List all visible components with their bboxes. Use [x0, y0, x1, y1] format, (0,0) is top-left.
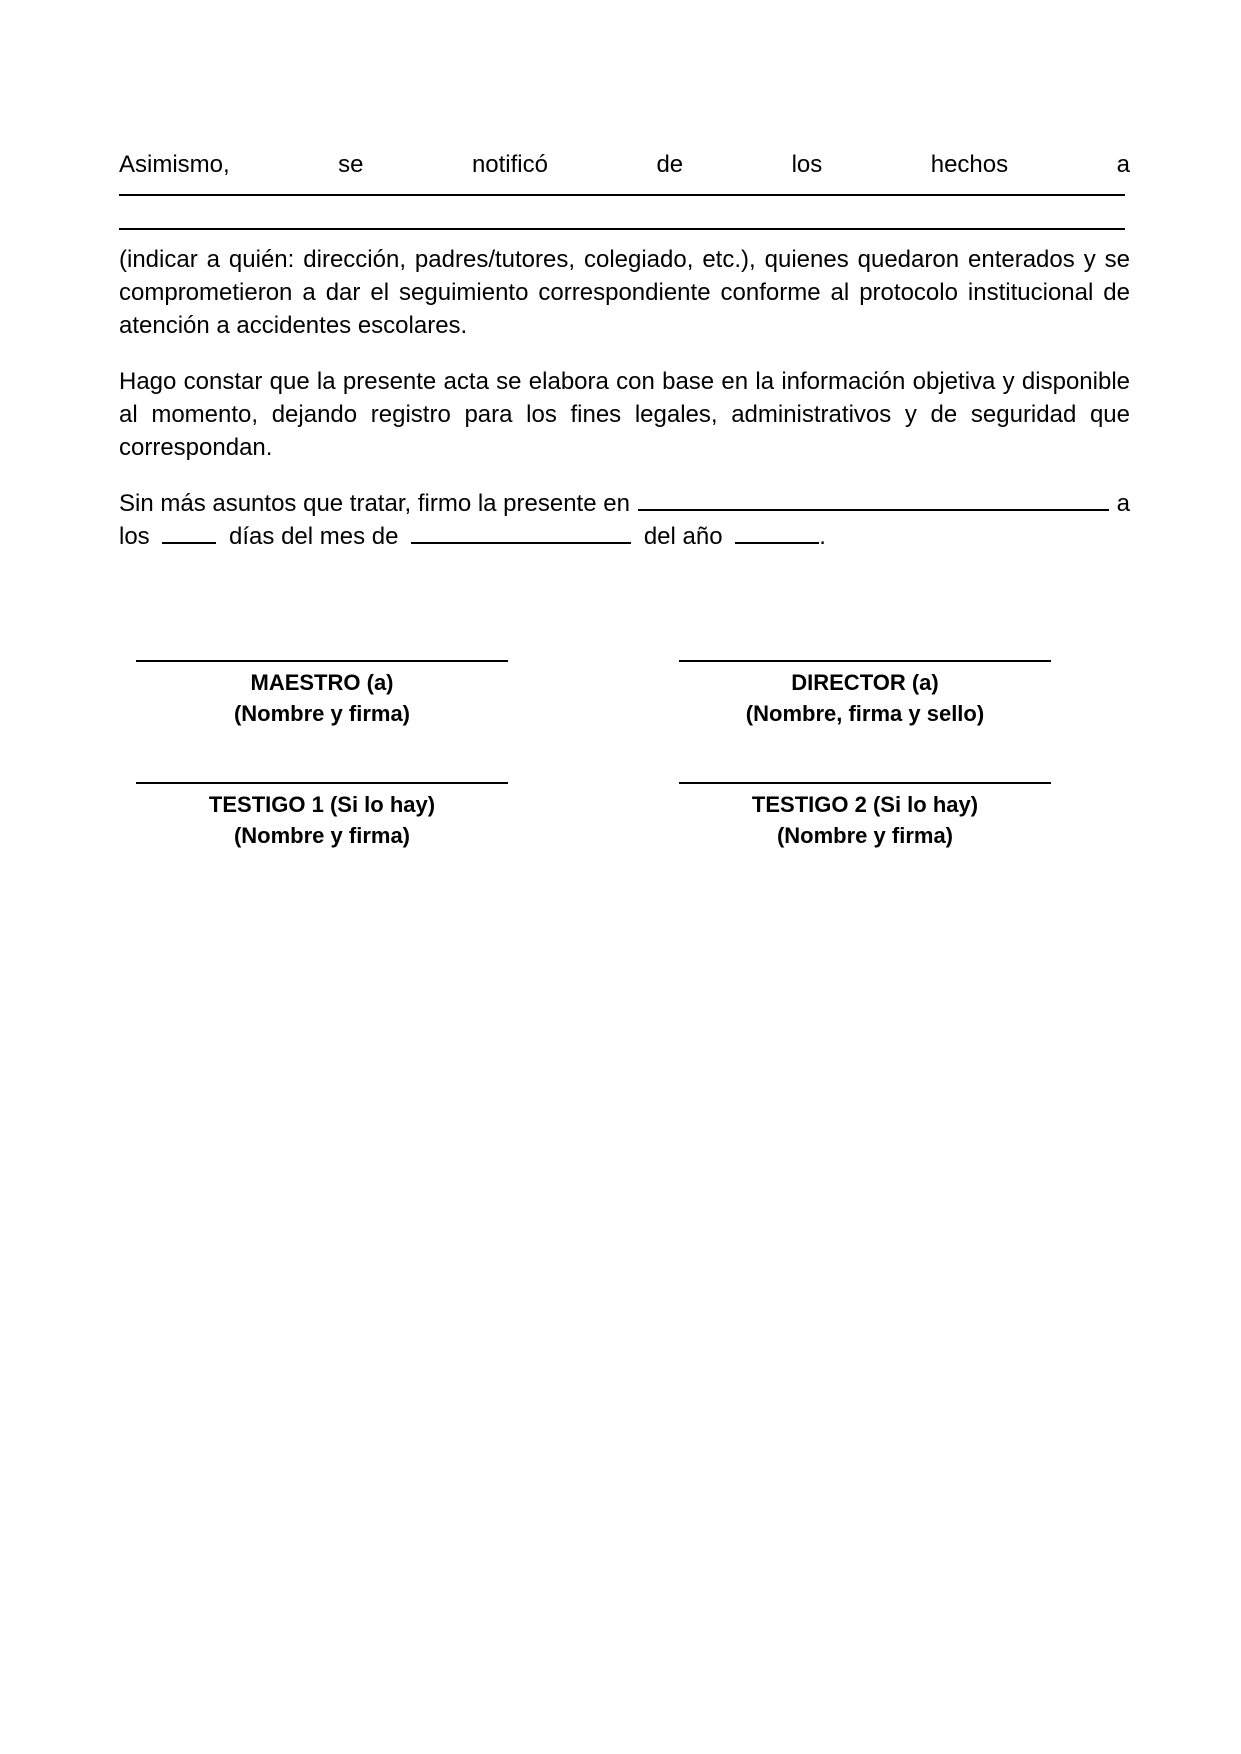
year-blank[interactable]: [735, 522, 819, 544]
notified-blank-line-1[interactable]: [119, 193, 1125, 196]
signature-line-teacher[interactable]: [136, 659, 508, 662]
notified-continuation-paragraph: (indicar a quién: dirección, padres/tutores, colegiado, etc.), quienes quedaron enterados y se comprometieron a dar el seguimiento correspondiente conforme al protocolo institucional de atención a accidentes escolares.: [119, 246, 1130, 339]
word-de: de: [656, 151, 684, 178]
record-paragraph: Hago constar que la presente acta se elabora con base en la información objetiva y disponible al momento, dejando registro para los fines legales, administrativos y de seguridad que correspondan.: [119, 368, 1130, 461]
signature-teacher: [136, 659, 508, 729]
signature-subtitle-witness-2: (Nombre y firma): [776, 823, 954, 848]
signature-title-witness-2: TESTIGO 2 (Si lo hay): [751, 792, 979, 817]
document-body: [119, 148, 1130, 553]
closing-line-2: [119, 520, 1130, 553]
word-notifico: notificó: [471, 151, 548, 178]
word-los: los: [791, 151, 823, 178]
signature-title-witness-1: TESTIGO 1 (Si lo hay): [208, 792, 436, 817]
signature-subtitle-witness-1: (Nombre y firma): [233, 823, 411, 848]
day-blank[interactable]: [162, 522, 216, 544]
signature-title-teacher: MAESTRO (a): [250, 670, 394, 695]
word-se: se: [338, 151, 364, 178]
signature-subtitle-teacher: (Nombre y firma): [233, 701, 411, 726]
closing-period: .: [819, 523, 826, 550]
signature-line-witness-1[interactable]: [136, 781, 508, 784]
place-blank[interactable]: [638, 489, 1109, 511]
word-asimismo: Asimismo,: [119, 151, 230, 178]
closing-line-1: [119, 487, 1130, 520]
signature-title-director: DIRECTOR (a): [791, 670, 939, 695]
notified-first-line: [119, 148, 1130, 181]
signature-director: [679, 659, 1051, 729]
signature-line-witness-2[interactable]: [679, 781, 1051, 784]
closing-dias-del-mes: días del mes de: [229, 523, 399, 550]
closing-los: los: [119, 523, 150, 550]
signature-line-director[interactable]: [679, 659, 1051, 662]
closing-paragraph: [119, 487, 1130, 553]
closing-text-part1: Sin más asuntos que tratar, firmo la presente en: [119, 490, 630, 517]
month-blank[interactable]: [411, 522, 631, 544]
closing-del-anio: del año: [643, 523, 723, 550]
closing-text-part2: a: [1116, 490, 1130, 517]
signature-subtitle-director: (Nombre, firma y sello): [745, 701, 985, 726]
notified-blank-line-2[interactable]: [119, 227, 1125, 230]
word-a: a: [1116, 151, 1130, 178]
signature-witness-2: [679, 781, 1051, 851]
word-hechos: hechos: [930, 151, 1009, 178]
signature-witness-1: [136, 781, 508, 851]
